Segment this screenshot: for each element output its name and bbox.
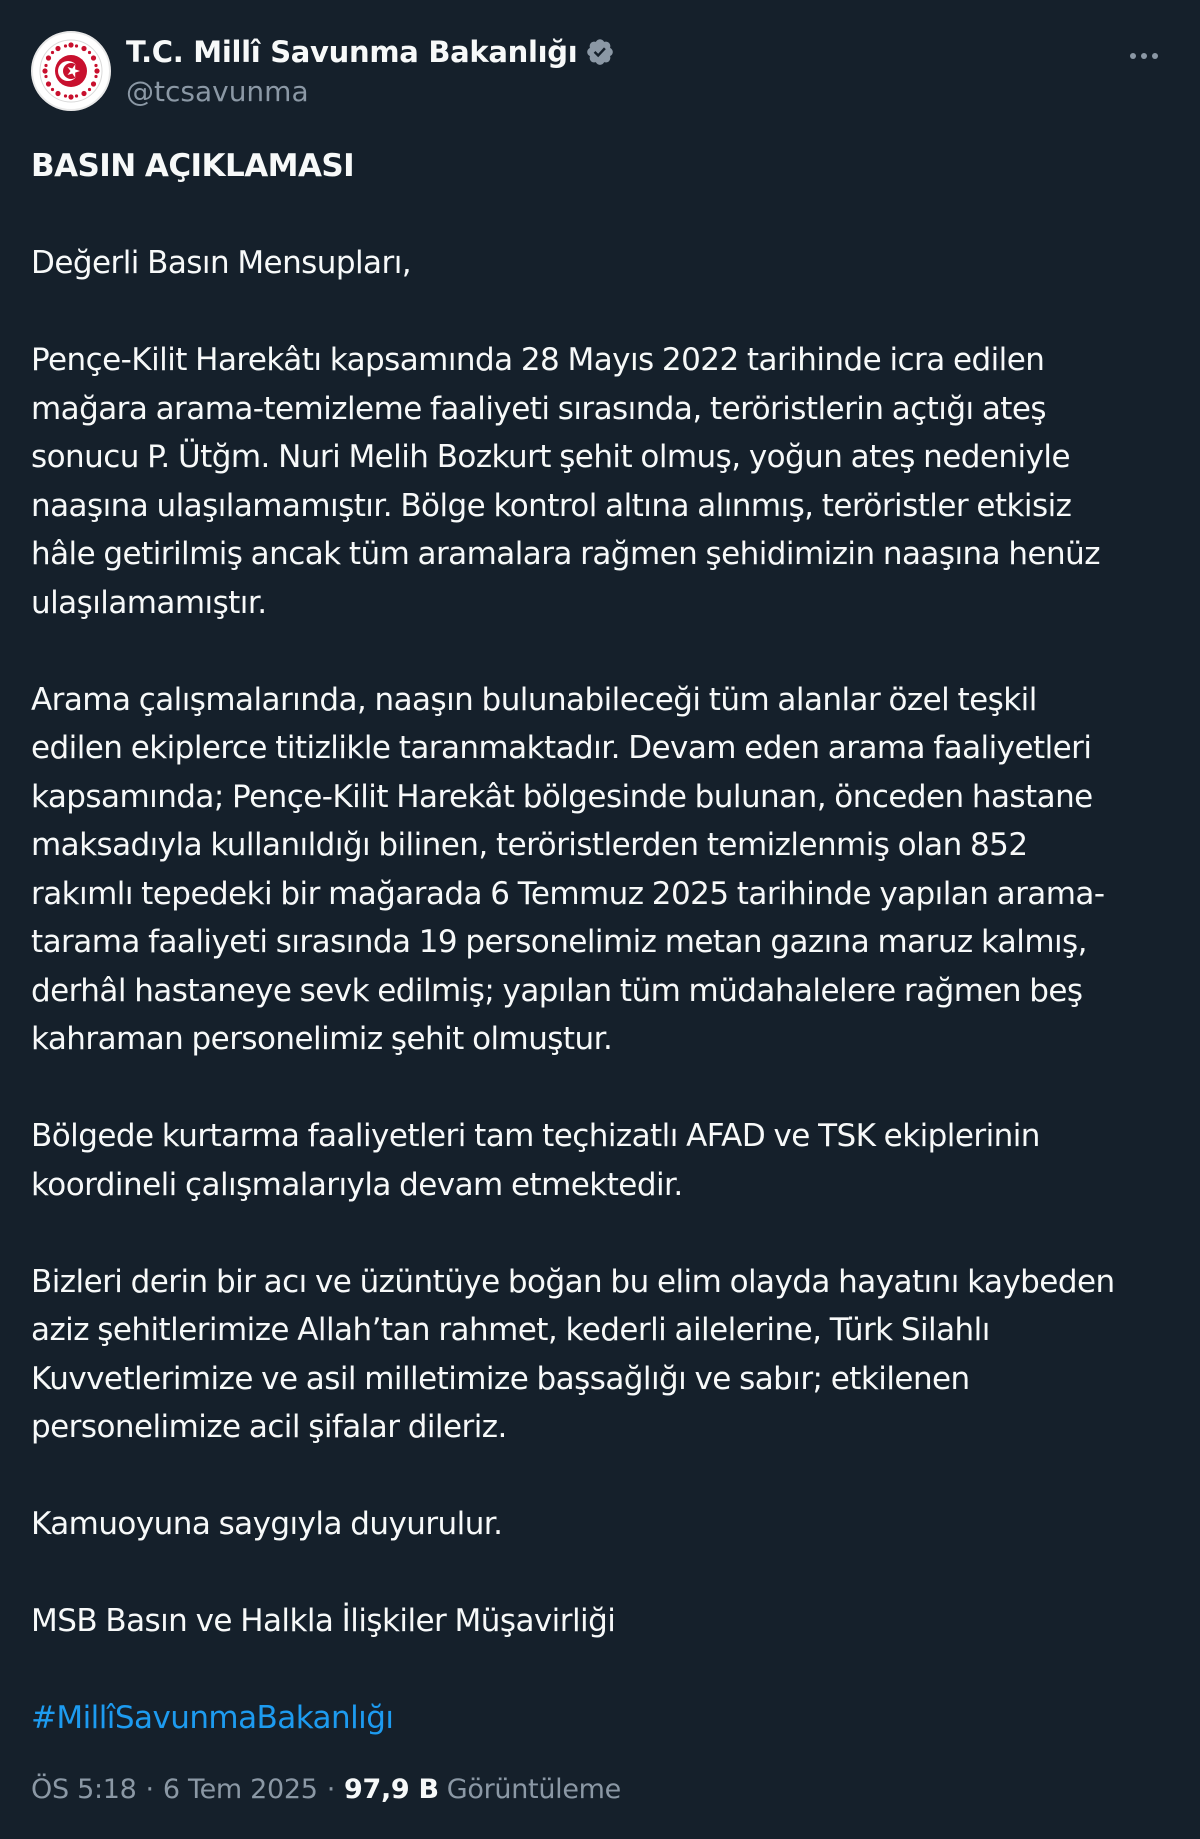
text-line: ulaşılamamıştır. (31, 584, 267, 621)
paragraph-2 (31, 676, 1181, 1064)
post-date[interactable]: 6 Tem 2025 (162, 1774, 318, 1805)
paragraph-3 (31, 1112, 1181, 1209)
text-line: naaşına ulaşılamamıştır. Bölge kontrol altına alınmış, teröristler etkisiz (31, 487, 1072, 524)
text-line: Pençe-Kilit Harekâtı kapsamında 28 Mayıs 2022 tarihinde icra edilen (31, 342, 1045, 378)
tweet-meta (31, 1774, 621, 1805)
views-count: 97,9 B (343, 1774, 439, 1805)
post-signature: MSB Basın ve Halkla İlişkiler Müşavirliği (31, 1603, 616, 1639)
views-label: Görüntüleme (446, 1774, 621, 1805)
text-line: derhâl hastaneye sevk edilmiş; yapılan tüm müdahalelere rağmen beş (31, 972, 1083, 1009)
paragraph-4 (31, 1258, 1181, 1452)
text-line: Bizleri derin bir acı ve üzüntüye boğan bu elim olayda hayatını kaybeden (31, 1263, 1115, 1300)
text-line: edilen ekiplerce titizlikle taranmaktadır. Devam eden arama faaliyetleri (31, 730, 1092, 766)
post-greeting: Değerli Basın Mensupları, (31, 245, 412, 281)
hashtag-link[interactable]: #MillîSavunmaBakanlığı (31, 1700, 394, 1736)
text-line: tarama faaliyeti sırasında 19 personelimiz metan gazına maruz kalmış, (31, 924, 1087, 960)
text-line: personelimize acil şifalar dileriz. (31, 1409, 507, 1445)
account-names (126, 35, 615, 108)
tweet-header (31, 30, 1169, 112)
text-line: hâle getirilmiş ancak tüm aramalara rağmen şehidimizin naaşına henüz (31, 536, 1100, 572)
text-line: mağara arama-temizleme faaliyeti sırasında, teröristlerin açtığı ateş (31, 390, 1047, 427)
paragraph-1 (31, 336, 1181, 627)
text-line: Bölgede kurtarma faaliyetleri tam teçhizatlı AFAD ve TSK ekiplerinin (31, 1118, 1040, 1154)
post-closing: Kamuoyuna saygıyla duyurulur. (31, 1506, 503, 1542)
more-options-icon[interactable] (1119, 36, 1169, 76)
meta-separator: · (326, 1774, 335, 1805)
avatar[interactable] (31, 31, 111, 111)
text-line: kapsamında; Pençe-Kilit Harekât bölgesinde bulunan, önceden hastane (31, 778, 1093, 815)
ministry-emblem-icon (38, 38, 104, 104)
text-line: Arama çalışmalarında, naaşın bulunabileceği tüm alanlar özel teşkil (31, 681, 1037, 718)
post-time[interactable]: ÖS 5:18 (31, 1774, 137, 1805)
meta-separator: · (145, 1774, 154, 1805)
verified-badge-icon[interactable] (585, 37, 615, 67)
post-title: BASIN AÇIKLAMASI (31, 148, 355, 184)
text-line: koordineli çalışmalarıyla devam etmektedir. (31, 1166, 683, 1203)
text-line: Kuvvetlerimize ve asil milletimize başsağlığı ve sabır; etkilenen (31, 1360, 970, 1397)
account-handle[interactable]: @tcsavunma (126, 74, 309, 108)
tweet-text (31, 142, 1181, 1743)
text-line: maksadıyla kullanıldığı bilinen, teröristlerden temizlenmiş olan 852 (31, 827, 1028, 863)
text-line: sonucu P. Ütğm. Nuri Melih Bozkurt şehit olmuş, yoğun ateş nedeniyle (31, 439, 1070, 475)
text-line: rakımlı tepedeki bir mağarada 6 Temmuz 2025 tarihinde yapılan arama- (31, 875, 1105, 912)
text-line: kahraman personelimiz şehit olmuştur. (31, 1021, 613, 1057)
text-line: aziz şehitlerimize Allah’tan rahmet, kederli ailelerine, Türk Silahlı (31, 1312, 990, 1348)
display-name[interactable]: T.C. Millî Savunma Bakanlığı (126, 34, 578, 69)
